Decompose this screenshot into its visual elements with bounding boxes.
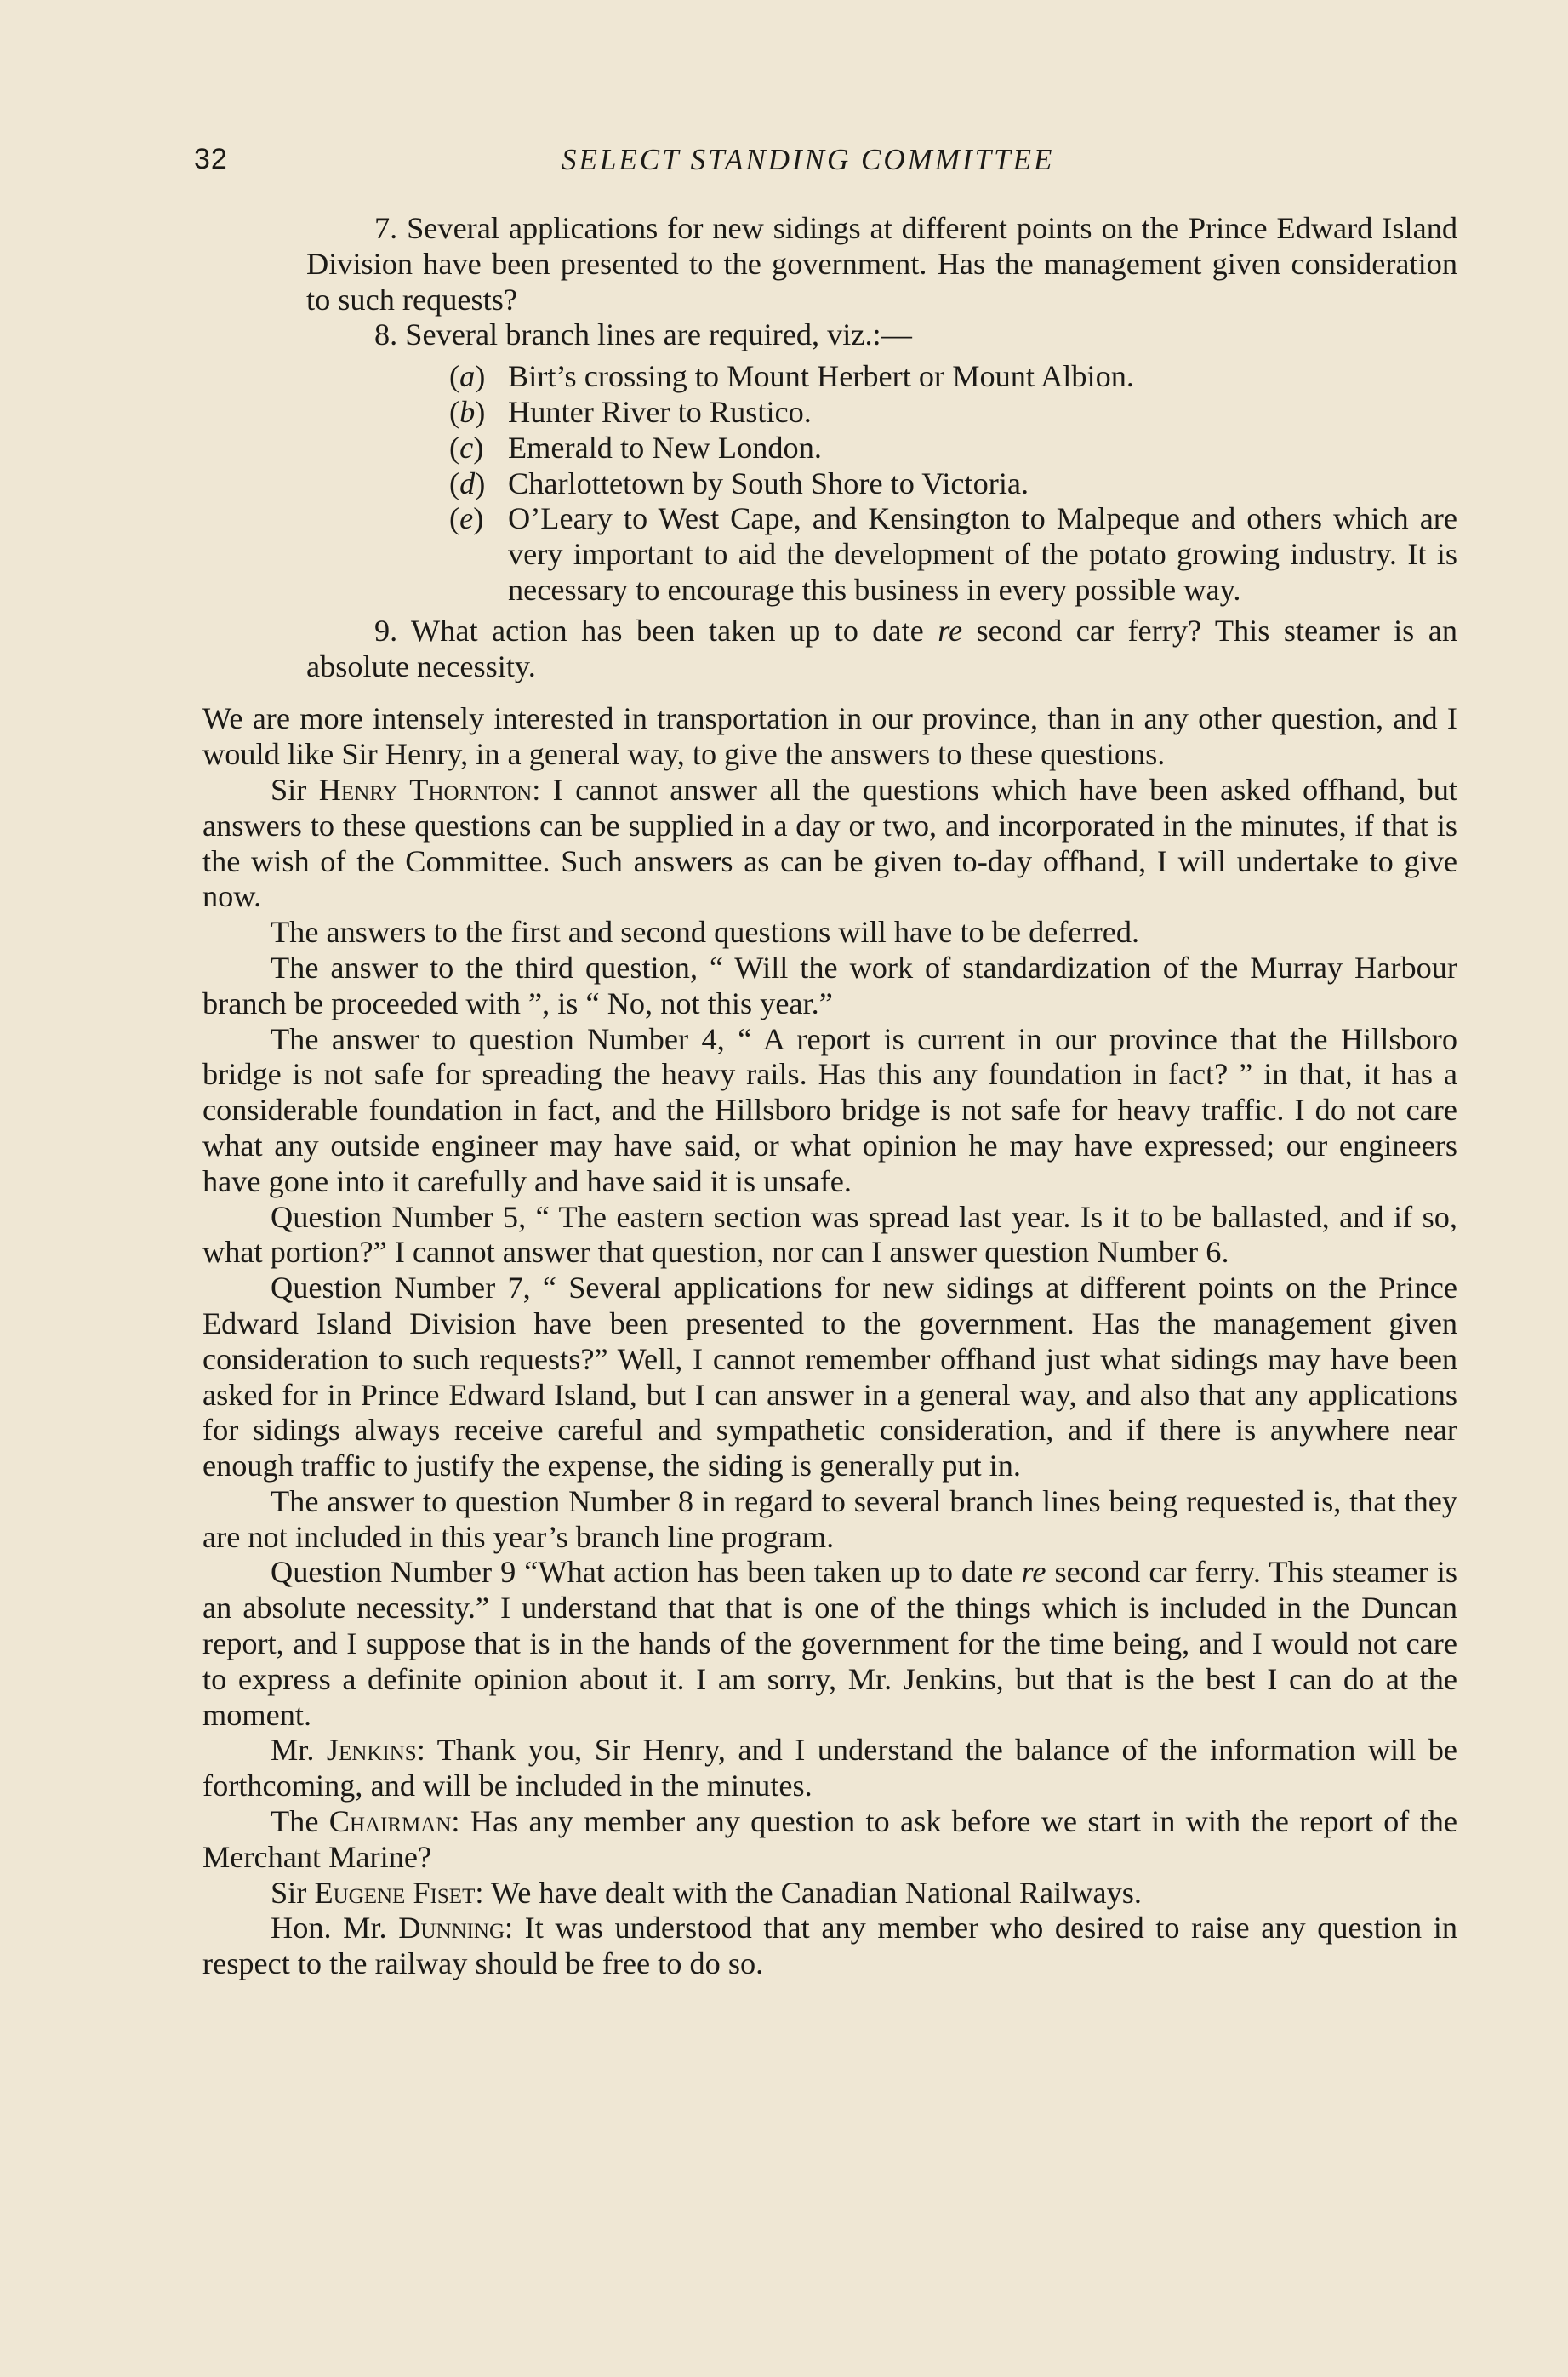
running-head: SELECT STANDING COMMITTEE <box>562 143 1055 176</box>
paragraph: The answer to question Number 4, “ A report is current in our province that the Hillsboro bridge is not safe for spreading the heavy rails. Has this any foundation in fact? ” in that, it has a considerable foundation in fact, and the Hillsboro bridge is not safe for heavy traffic. I do not care what any outside engineer may have said, or what opinion he may have expressed; our engineers have gone into it carefully and have said it is unsafe. <box>202 1021 1457 1198</box>
page-header <box>0 143 1568 194</box>
list-item <box>449 501 1457 608</box>
question-9: 9. What action has been taken up to date re second car ferry? This steamer is an absolute necessity. <box>306 613 1457 683</box>
list-item-text: O’Leary to West Cape, and Kensington to Malpeque and others which are very important to aid the development of the potato growing industry. It is necessary to encourage this business in every possible way. <box>508 501 1457 607</box>
speaker-name: Jenkins <box>326 1733 417 1768</box>
list-item-label: (c) <box>449 430 484 465</box>
paragraph: Question Number 9 “What action has been taken up to date re second car ferry. This steamer is an absolute necessity.” I understand that that is one of the things which is included in the Duncan report, and I suppose that is in the hands of the government for the time being, and I would not care to express a definite opinion about it. I am sorry, Mr. Jenkins, but that is the best I can do at the moment. <box>202 1555 1457 1732</box>
list-item <box>449 359 1457 395</box>
list-item-text: Charlottetown by South Shore to Victoria. <box>508 466 1029 500</box>
list-item-label: (a) <box>449 359 486 394</box>
speaker-paragraph: Hon. Mr. Dunning: It was understood that any member who desired to raise any question in respect to the railway should be free to do so. <box>202 1911 1458 1981</box>
question-block <box>202 211 1457 353</box>
speaker-name: Henry Thornton <box>318 772 533 807</box>
paragraph: The answers to the first and second questions will have to be deferred. <box>271 915 1140 950</box>
page-body <box>202 211 1457 1982</box>
speaker-paragraph: Mr. Jenkins: Thank you, Sir Henry, and I understand the balance of the information will be forthcoming, and will be included in the minutes. <box>202 1733 1457 1803</box>
question-8: 8. Several branch lines are required, viz.:— <box>374 317 912 352</box>
question-7: 7. Several applications for new sidings at different points on the Prince Edward Island Division have been presented to the government. Has the management given consideration to such requests? <box>306 211 1457 317</box>
list-item-text: Emerald to New London. <box>508 430 822 465</box>
list-item-label: (d) <box>449 466 486 500</box>
speaker-paragraph: Sir Henry Thornton: I cannot answer all the questions which have been asked offhand, but answers to these questions can be supplied in a day or two, and incorporated in the minutes, if that is the wish of the Committee. Such answers as can be given to-day offhand, I will undertake to give now. <box>202 772 1457 914</box>
list-item-text: Hunter River to Rustico. <box>508 394 812 429</box>
question-9-block <box>202 614 1457 685</box>
speaker-paragraph: The Chairman: Has any member any question to ask before we start in with the report of the Merchant Marine? <box>202 1804 1457 1874</box>
branch-lines-list <box>202 359 1457 609</box>
paragraph: Question Number 7, “ Several applications for new sidings at different points on the Prince Edward Island Division have been presented to the government. Has the management given consideration to such requests?” Well, I cannot remember offhand just what sidings may have been asked for in Prince Edward Island, but I can answer in a general way, and also that any applications for sidings always receive careful and sympathetic consideration, and if there is anywhere near enough traffic to justify the expense, the siding is generally put in. <box>202 1271 1457 1483</box>
list-item-label: (e) <box>449 501 484 536</box>
speaker-name: Dunning <box>398 1911 505 1946</box>
page-number: 32 <box>194 143 228 175</box>
list-item-label: (b) <box>449 394 486 429</box>
list-item-text: Birt’s crossing to Mount Herbert or Mount Albion. <box>508 359 1134 394</box>
list-item <box>449 395 1457 431</box>
paragraph: The answer to the third question, “ Will the work of standardization of the Murray Harbour branch be proceeded with ”, is “ No, not this year.” <box>202 950 1457 1020</box>
speaker-name: Chairman <box>328 1804 452 1839</box>
paragraph: Question Number 5, “ The eastern section was spread last year. Is it to be ballasted, and if so, what portion?” I cannot answer that question, nor can I answer question Number 6. <box>202 1199 1457 1270</box>
paragraph: The answer to question Number 8 in regard to several branch lines being requested is, that they are not included in this year’s branch line program. <box>202 1483 1457 1554</box>
speaker-paragraph: Sir Eugene Fiset: We have dealt with the Canadian National Railways. <box>271 1875 1142 1910</box>
paragraph: We are more intensely interested in transportation in our province, than in any other question, and I would like Sir Henry, in a general way, to give the answers to these questions. <box>202 701 1457 772</box>
speaker-name: Eugene Fiset <box>314 1875 476 1910</box>
list-item <box>449 466 1457 502</box>
list-item <box>449 431 1457 466</box>
